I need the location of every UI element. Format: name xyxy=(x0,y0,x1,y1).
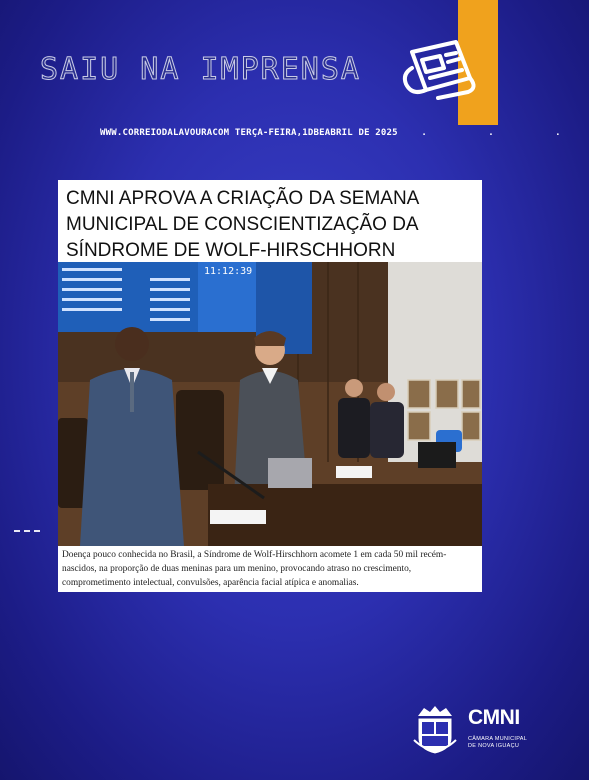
page-title: SAIU NA IMPRENSA xyxy=(40,52,361,87)
board-clock: 11:12:39 xyxy=(204,266,253,277)
article-headline: CMNI APROVA A CRIAÇÃO DA SEMANA MUNICIPAL DE CONSCIENTIZAÇÃO DA SÍNDROME DE WOLF-HIRSCHHORN xyxy=(66,186,474,267)
brand-subtitle xyxy=(468,736,527,750)
footer-logos xyxy=(412,700,532,760)
brand-sub-line1: CÂMARA MUNICIPAL xyxy=(468,736,528,742)
side-marker xyxy=(14,530,40,535)
city-crest-icon xyxy=(412,702,458,758)
dateline-dots: . . . xyxy=(421,128,589,138)
dateline-text: WWW.CORREIODALAVOURACOM TERÇA-FEIRA,1DBEABRIL DE 2025 xyxy=(100,128,398,138)
newspaper-icon xyxy=(398,38,484,100)
article-caption: Doença pouco conhecida no Brasil, a Síndrome de Wolf-Hirschhorn acomete 1 em cada 50 mil recém-nascidos, na proporção de duas meninas para um menino, provocando atraso no crescimento, comprometimento intelectual, convulsões, aparência facial atípica e anomalias. xyxy=(62,550,447,588)
brand-sub-line2: DE NOVA IGUAÇU xyxy=(468,743,520,749)
brand-logo-text: CMNI xyxy=(468,706,520,729)
article-photo xyxy=(58,262,482,546)
article-card xyxy=(58,180,482,592)
dateline xyxy=(100,128,589,138)
